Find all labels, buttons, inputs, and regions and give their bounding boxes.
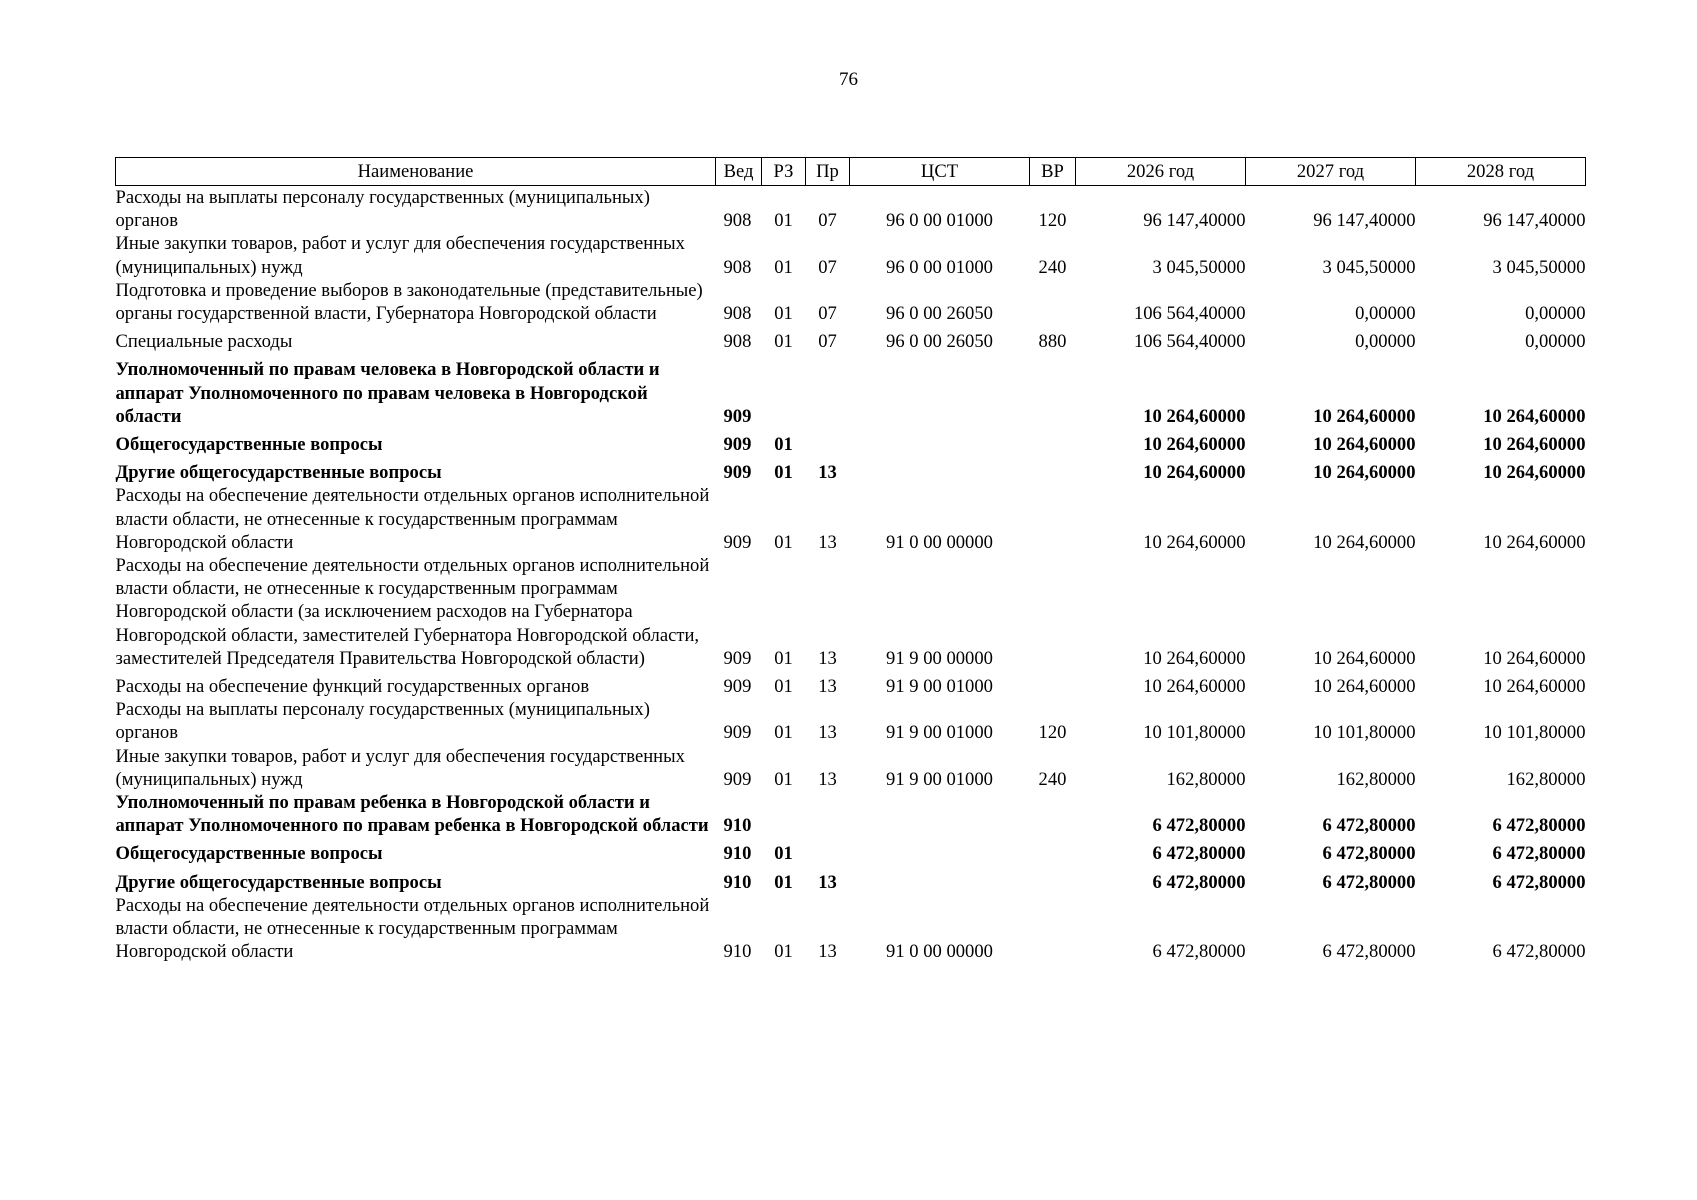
row-amount-2028: 10 264,60000 [1483,676,1586,698]
row-amount-2028: 3 045,50000 [1492,256,1586,278]
row-amount-2028: 0,00000 [1525,303,1586,325]
table-row [116,456,1586,484]
row-rz: 01 [774,768,793,790]
row-rz: 01 [774,843,793,865]
row-ved: 908 [723,210,752,232]
row-amount-2026: 106 564,40000 [1133,331,1246,353]
row-amount-2028: 6 472,80000 [1492,843,1586,865]
row-cst [850,456,1030,484]
row-vr [1030,866,1076,894]
row-vr: 240 [1038,768,1067,790]
table-row [116,279,1586,325]
row-pr: 13 [818,941,837,963]
row-cst [850,353,1030,428]
row-amount-2026: 3 045,50000 [1152,256,1246,278]
row-rz: 01 [774,210,793,232]
row-pr: 13 [818,722,837,744]
row-name: Специальные расходы [115,331,293,353]
row-vr [1030,484,1076,554]
header-cst: ЦСТ [850,158,1030,186]
row-amount-2026: 10 264,60000 [1143,647,1246,669]
header-2026: 2026 год [1076,158,1246,186]
header-row [116,158,1586,186]
row-rz: 01 [774,256,793,278]
row-vr [1030,894,1076,964]
table-row [116,353,1586,428]
table-row [116,484,1586,554]
row-cst: 96 0 00 26050 [886,331,993,353]
header-2027: 2027 год [1246,158,1416,186]
row-pr: 07 [818,210,837,232]
row-pr: 07 [818,303,837,325]
row-pr: 13 [818,462,837,484]
row-vr: 120 [1038,210,1067,232]
row-amount-2026: 10 264,60000 [1143,531,1246,553]
table-header [116,158,1586,186]
row-ved: 909 [723,768,752,790]
row-amount-2027: 10 264,60000 [1313,405,1416,427]
row-amount-2026: 10 264,60000 [1143,434,1246,456]
row-rz: 01 [774,676,793,698]
row-cst: 96 0 00 26050 [886,303,993,325]
row-rz: 01 [774,434,793,456]
row-rz: 01 [774,722,793,744]
table-row [116,670,1586,698]
row-ved: 910 [723,941,752,963]
row-pr [806,428,850,456]
table-row [116,837,1586,865]
row-vr [1030,456,1076,484]
row-ved: 909 [723,462,752,484]
row-amount-2026: 10 101,80000 [1143,722,1246,744]
row-ved: 909 [723,647,752,669]
table-row [116,554,1586,670]
row-amount-2026: 6 472,80000 [1152,843,1246,865]
table-row [116,791,1586,837]
row-vr [1030,279,1076,325]
row-pr [806,837,850,865]
row-amount-2026: 106 564,40000 [1133,303,1246,325]
row-amount-2027: 10 264,60000 [1313,462,1416,484]
row-rz [762,353,806,428]
table-row [116,866,1586,894]
row-amount-2027: 10 264,60000 [1313,676,1416,698]
header-name: Наименование [116,158,716,186]
row-amount-2026: 162,80000 [1166,768,1246,790]
row-ved: 909 [723,531,752,553]
table-row [116,894,1586,964]
row-amount-2027: 6 472,80000 [1322,843,1416,865]
row-vr [1030,353,1076,428]
header-pr: Пр [806,158,850,186]
row-amount-2027: 162,80000 [1336,768,1416,790]
row-pr [806,353,850,428]
row-ved: 909 [723,434,752,456]
row-cst: 91 9 00 00000 [886,647,993,669]
row-amount-2027: 6 472,80000 [1322,871,1416,893]
table-row [116,745,1586,791]
row-amount-2028: 10 264,60000 [1483,531,1586,553]
row-cst: 96 0 00 01000 [886,256,993,278]
row-name: Другие общегосударственные вопросы [115,871,442,893]
row-name: Расходы на обеспечение деятельности отдельных органов исполнительной власти области, не отнесенные к государственным программам Новгородской области [115,894,710,963]
row-vr: 120 [1038,722,1067,744]
row-amount-2026: 10 264,60000 [1143,462,1246,484]
row-amount-2027: 6 472,80000 [1322,941,1416,963]
row-name: Общегосударственные вопросы [115,843,383,865]
row-name: Расходы на обеспечение деятельности отдельных органов исполнительной власти области, не отнесенные к государственным программам Новгородской области [115,485,710,553]
row-ved: 908 [723,256,752,278]
row-cst: 91 9 00 01000 [886,768,993,790]
row-vr [1030,791,1076,837]
row-name: Расходы на обеспечение функций государственных органов [115,676,590,698]
row-amount-2027: 3 045,50000 [1322,256,1416,278]
header-rz: РЗ [762,158,806,186]
header-ved: Вед [716,158,762,186]
row-rz [762,791,806,837]
table-row [116,232,1586,278]
row-amount-2027: 10 101,80000 [1313,722,1416,744]
row-ved: 909 [723,676,752,698]
row-amount-2028: 10 264,60000 [1483,405,1586,427]
row-amount-2028: 6 472,80000 [1492,941,1586,963]
row-amount-2028: 6 472,80000 [1492,871,1586,893]
row-name: Расходы на выплаты персоналу государственных (муниципальных) органов [115,187,650,232]
row-pr: 13 [818,768,837,790]
row-amount-2027: 10 264,60000 [1313,434,1416,456]
row-amount-2027: 10 264,60000 [1313,531,1416,553]
row-name: Иные закупки товаров, работ и услуг для обеспечения государственных (муниципальных) нужд [115,233,685,278]
row-name: Подготовка и проведение выборов в законодательные (представительные) органы государственной власти, Губернатора Новгородской области [115,279,703,325]
row-amount-2028: 10 264,60000 [1483,434,1586,456]
row-amount-2028: 0,00000 [1525,331,1586,353]
row-ved: 910 [723,871,752,893]
table-row [116,325,1586,353]
row-ved: 909 [723,405,752,427]
row-cst [850,837,1030,865]
row-amount-2028: 6 472,80000 [1492,815,1586,837]
row-rz: 01 [774,462,793,484]
row-name: Уполномоченный по правам ребенка в Новгородской области и аппарат Уполномоченного по правам ребенка в Новгородской области [115,792,709,837]
row-rz: 01 [774,647,793,669]
row-amount-2027: 96 147,40000 [1313,210,1416,232]
header-vr: ВР [1030,158,1076,186]
row-vr [1030,428,1076,456]
row-vr [1030,670,1076,698]
row-amount-2027: 10 264,60000 [1313,647,1416,669]
row-rz: 01 [774,531,793,553]
row-cst: 91 9 00 01000 [886,722,993,744]
row-cst: 91 0 00 00000 [886,531,993,553]
row-cst [850,428,1030,456]
row-amount-2026: 6 472,80000 [1152,941,1246,963]
row-cst [850,791,1030,837]
row-name: Уполномоченный по правам человека в Новгородской области и аппарат Уполномоченного по правам человека в Новгородской области [115,359,660,427]
row-rz: 01 [774,941,793,963]
table-row [116,698,1586,744]
row-cst: 91 9 00 01000 [886,676,993,698]
row-vr [1030,837,1076,865]
row-ved: 908 [723,303,752,325]
row-rz: 01 [774,303,793,325]
row-amount-2028: 10 101,80000 [1483,722,1586,744]
row-pr: 13 [818,871,837,893]
row-pr [806,791,850,837]
page-number: 76 [839,69,858,90]
row-cst: 91 0 00 00000 [886,941,993,963]
row-amount-2028: 10 264,60000 [1483,462,1586,484]
row-pr: 07 [818,331,837,353]
row-amount-2026: 10 264,60000 [1143,676,1246,698]
row-amount-2027: 0,00000 [1355,303,1416,325]
row-name: Иные закупки товаров, работ и услуг для обеспечения государственных (муниципальных) нужд [115,745,685,790]
row-pr: 13 [818,676,837,698]
table-body [116,186,1586,964]
row-pr: 07 [818,256,837,278]
table-row [116,186,1586,233]
row-amount-2026: 6 472,80000 [1152,871,1246,893]
row-pr: 13 [818,531,837,553]
row-cst [850,866,1030,894]
row-vr: 240 [1038,256,1067,278]
row-ved: 908 [723,331,752,353]
row-cst: 96 0 00 01000 [886,210,993,232]
row-rz: 01 [774,331,793,353]
row-pr: 13 [818,647,837,669]
row-amount-2026: 6 472,80000 [1152,815,1246,837]
row-name: Расходы на выплаты персоналу государственных (муниципальных) органов [115,699,650,744]
budget-table [115,157,1586,964]
row-name: Расходы на обеспечение деятельности отдельных органов исполнительной власти области, не отнесенные к государственным программам Новгородской области (за исключением расходов на Губернатора Новгородской области, заместителей Губернатора Новгородской области, заместителей Председателя Правительства Новгородской области) [115,555,710,669]
table-row [116,428,1586,456]
row-ved: 909 [723,722,752,744]
row-vr [1030,554,1076,670]
row-amount-2028: 162,80000 [1506,768,1586,790]
row-ved: 910 [723,843,752,865]
row-name: Другие общегосударственные вопросы [115,462,442,484]
row-amount-2026: 96 147,40000 [1143,210,1246,232]
row-amount-2026: 10 264,60000 [1143,405,1246,427]
row-rz: 01 [774,871,793,893]
row-amount-2027: 0,00000 [1355,331,1416,353]
row-amount-2028: 96 147,40000 [1483,210,1586,232]
row-amount-2027: 6 472,80000 [1322,815,1416,837]
row-amount-2028: 10 264,60000 [1483,647,1586,669]
row-name: Общегосударственные вопросы [115,434,383,456]
header-2028: 2028 год [1416,158,1586,186]
row-vr: 880 [1038,331,1067,353]
row-ved: 910 [723,815,752,837]
